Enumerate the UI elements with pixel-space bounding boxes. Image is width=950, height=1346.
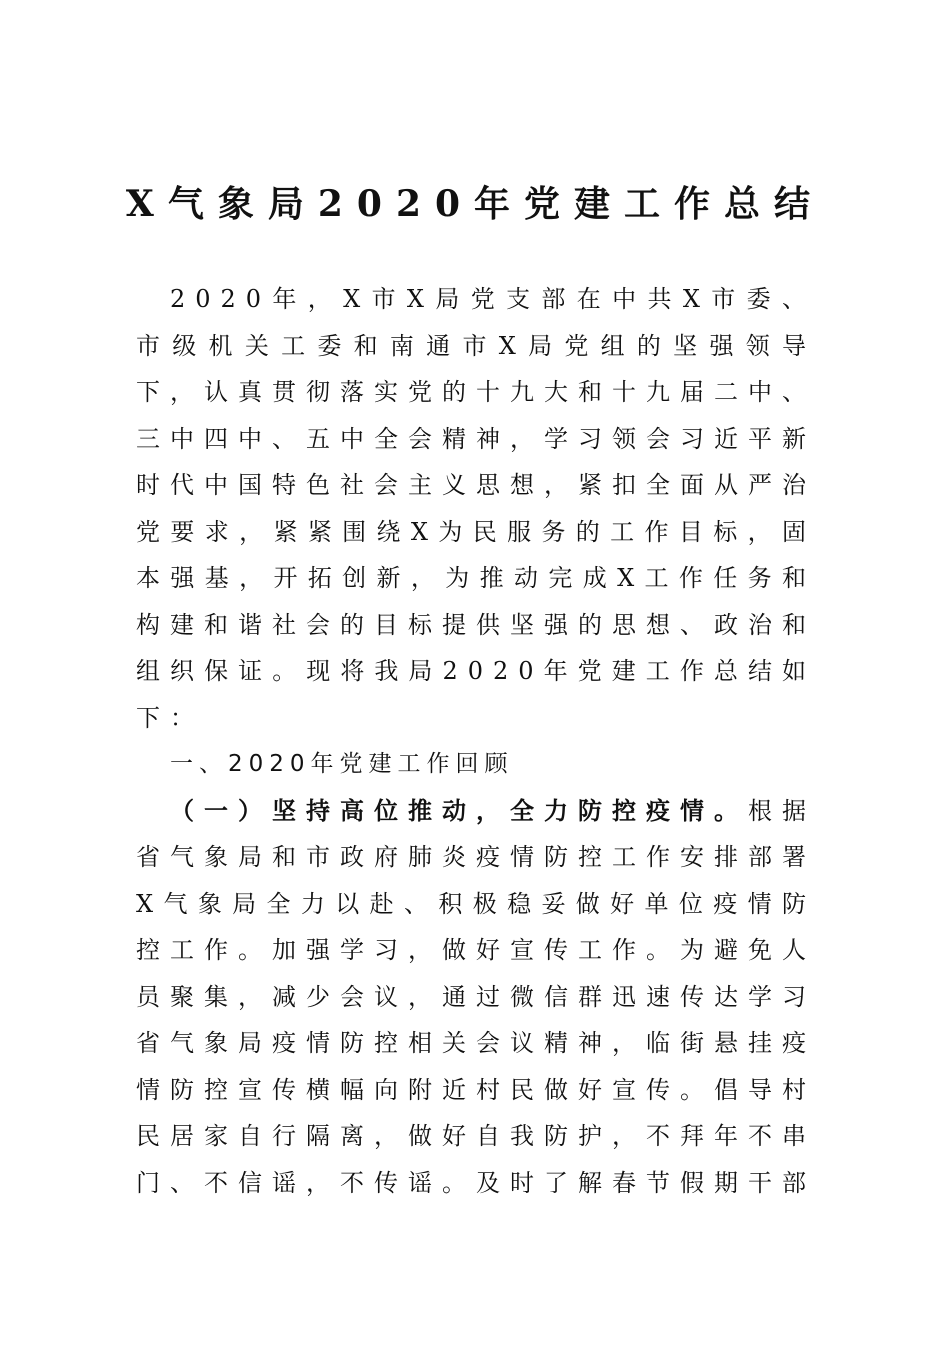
subsection-heading: （一）坚持高位推动，全力防控疫情。	[170, 795, 748, 825]
document-body	[136, 276, 816, 1206]
section-heading: 一、2020年党建工作回顾	[170, 751, 514, 777]
intro-paragraph: 2020年，X市X局党支部在中共X市委、市级机关工委和南通市X局党组的坚强领导下，认真贯彻落实党的十九大和十九届二中、三中四中、五中全会精神，学习领会习近平新时代中国特色社会主义思想，紧扣全面从严治党要求，紧紧围绕X为民服务的工作目标，固本强基，开拓创新，为推动完成X工作任务和构建和谐社会的目标提供坚强的思想、政治和组织保证。现将我局2020年党建工作总结如下：	[136, 285, 816, 732]
subsection-text: 根据省气象局和市政府肺炎疫情防控工作安排部署X气象局全力以赴、积极稳妥做好单位疫情防控工作。加强学习，做好宣传工作。为避免人员聚集，减少会议，通过微信群迅速传达学习省气象局疫情防控相关会议精神，临街悬挂疫情防控宣传横幅向附近村民做好宣传。倡导村民居家自行隔离，做好自我防护，不拜年不串门、不信谣，不传谣。及时了解春节假期干部	[136, 796, 816, 1197]
document-title: X气象局2020年党建工作总结	[125, 183, 825, 225]
subsection-paragraph	[136, 788, 816, 1207]
